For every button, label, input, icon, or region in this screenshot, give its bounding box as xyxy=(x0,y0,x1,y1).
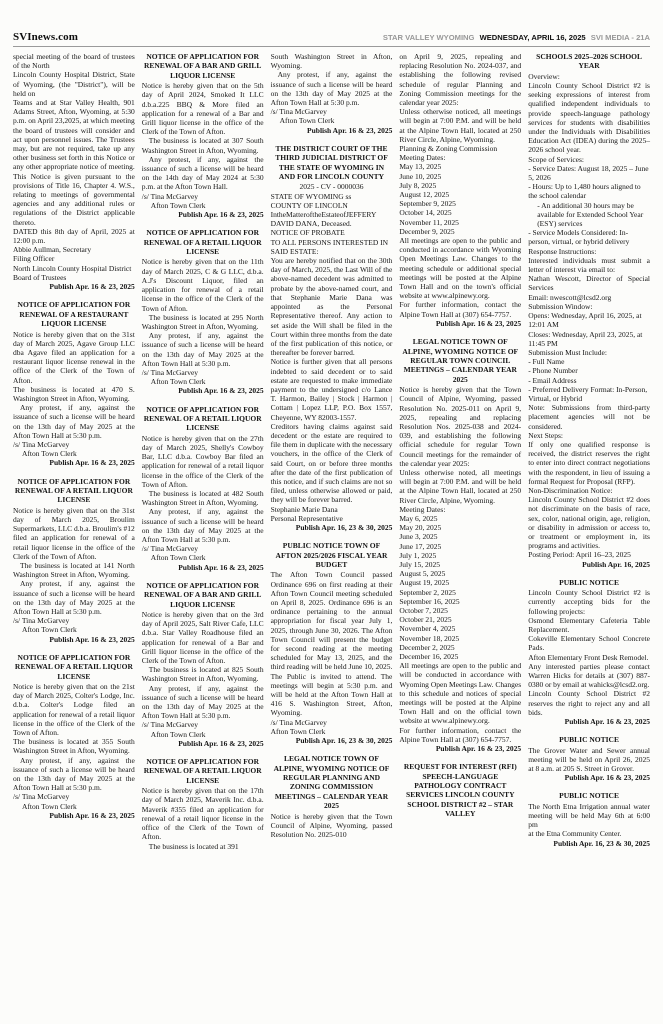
notice-line: at the Etna Community Center. xyxy=(528,829,622,839)
notice-line: TO ALL PERSONS INTERESTED IN SAID ESTATE: xyxy=(270,237,389,256)
notice-line: Planning & Zoning Commission Meeting Dates: xyxy=(399,144,498,163)
notice-line: Response Instructions: xyxy=(528,246,597,256)
notice-paragraph: Any interested parties please contact Warren Hicks for details at (307) 887-0380 or by email at wahicks@lcsd2.org. xyxy=(528,661,650,690)
publish-line: Publish Apr. 16 & 23, 2025 xyxy=(564,717,650,727)
notice-paragraph: You are hereby notified that on the 30th day of March, 2025, the Last Will of the above-named decedent was admitted to probate by the above-named court, and that Stephanie Marie Dana was appointed as the Personal Representative thereof. Any action to set aside the Will shall be filed in the Court within three months from the date of the first publication of this notice, or thereafter be forever barred. xyxy=(270,256,393,358)
publish-line: Publish Apr. 16, 23 & 30, 2025 xyxy=(295,736,393,746)
notice-line: August 5, 2025 xyxy=(399,569,446,579)
notice-heading: NOTICE OF APPLICATION FOR RENEWAL OF A RETAIL LIQUOR LICENSE xyxy=(14,476,133,505)
notice-paragraph: Notice is hereby given that on the 11th day of March 2025, C & G LLC, d.b.a. A.J's Discount Liquor, filed an application for renewal of a retail license in the office of the Clerk of the Town of Afton. xyxy=(141,257,264,313)
notice-line: NOTICE OF PROBATE xyxy=(270,228,345,238)
notice-heading: NOTICE OF APPLICATION FOR RENEWAL OF A RESTAURANT LIQUOR LICENSE xyxy=(17,300,131,329)
notice-line: August 19, 2025 xyxy=(399,578,450,588)
notice-line-indented: Afton Town Clerk xyxy=(150,200,206,210)
notice-line: August 12, 2025 xyxy=(399,190,450,200)
publish-line: Publish Apr. 16 & 23, 2025 xyxy=(178,562,264,572)
masthead-date: WEDNESDAY, APRIL 16, 2025 xyxy=(479,33,586,42)
notice-line: - Email Address xyxy=(528,375,577,385)
publish-line: Publish Apr. 16 & 23, 2025 xyxy=(178,738,264,748)
notice-line: October 14, 2025 xyxy=(399,208,452,218)
notice-line: July 1, 2025 xyxy=(399,550,437,560)
notice-paragraph: Notice is hereby given that on the 31st day of March 2025, Agave Group LLC dba Agave filed an application for a restaurant liquor license renewal in the office of the Clerk of the Town of Afton. xyxy=(13,329,135,385)
notice-line: COUNTY OF LINCOLN xyxy=(270,200,348,210)
notice-line: Submission Window: xyxy=(528,301,593,311)
notice-heading: NOTICE OF APPLICATION FOR RENEWAL OF A BAR AND GRILL LIQUOR LICENSE xyxy=(143,52,262,80)
notice-paragraph: DATED this 8th day of April, 2025 at 12:00 p.m. xyxy=(13,226,135,246)
notice-line: May 13, 2025 xyxy=(399,162,442,172)
notice-heading: PUBLIC NOTICE xyxy=(559,791,619,801)
notice-paragraph: on April 9, 2025, repealing and replacing Resolution No. 2024-037, and establishing the following revised schedule of regular Planning and Zoning Commission meetings for the calendar year 2025: xyxy=(399,52,522,108)
notice-paragraph: Notice is hereby given that on the 31st day of March 2025, Broulim Supermarkets, LLC d.b.a. Broulim's #12 filed an application for renewal of a retail liquor license in the office of the Clerk of the Town of Afton. xyxy=(13,505,135,561)
publish-line: Publish Apr. 16 & 23, 2025 xyxy=(307,125,393,135)
notice-line: Scope of Services: xyxy=(528,154,585,164)
notice-paragraph: The business is located at 470 S. Washington Street in Afton, Wyoming. xyxy=(13,384,135,403)
notice-paragraph: Notice is hereby given that on the 3rd day of April 2025, Salt River Cafe, LLC d.b.a. Star Valley Roadhouse filed an application for renewal of a Bar and Grill liquor license in the office of the Clerk of the Town of Afton. xyxy=(141,610,264,666)
notice-line: Next Steps: xyxy=(528,430,563,440)
notice-heading: NOTICE OF APPLICATION FOR RENEWAL OF A RETAIL LIQUOR LICENSE xyxy=(143,228,262,257)
notice-line: December 16, 2025 xyxy=(399,652,459,662)
notice-paragraph: All meetings are open to the public and will be conducted in accordance with Wyoming Open Meetings Law. Changes to this schedule and notices of special meetings will be posted at the Alpine Town Hall and on the official town website at www.alpinewy.org. xyxy=(399,661,522,726)
notice-line: - Preferred Delivery Format: In-Person, Virtual, or Hybrid xyxy=(528,384,648,403)
notice-line-indented: Afton Town Clerk xyxy=(150,553,206,563)
notice-line: Personal Representative xyxy=(270,513,343,523)
notice-heading: NOTICE OF APPLICATION FOR RENEWAL OF A RETAIL LIQUOR LICENSE xyxy=(143,757,262,785)
notice-heading: THE DISTRICT COURT OF THE THIRD JUDICIAL DISTRICT OF THE STATE OF WYOMING IN AND FOR LINCOLN COUNTY xyxy=(275,143,388,182)
publish-line: Publish Apr. 16 & 23, 2025 xyxy=(49,458,135,468)
notice-line: Meeting Dates: xyxy=(399,504,446,514)
notice-columns xyxy=(13,52,650,851)
notice-line: IntheMatteroftheEstateofJEFFERY DAVID DANA, Deceased. xyxy=(270,210,377,229)
notice-line: - Phone Number xyxy=(528,366,578,376)
notice-paragraph: Cokeville Elementary School Concrete Pads. xyxy=(528,634,650,653)
notice-paragraph: Osmond Elementary Cafeteria Table Replacement. xyxy=(528,615,650,634)
publish-line: Publish Apr. 16 & 23, 2025 xyxy=(178,386,264,396)
notice-paragraph: Notice is hereby given that on the 21st day of March 2025, Colter's Lodge, Inc. d.b.a. Colter's Lodge filed an application for renewal of a retail liquor license in the office of the Clerk of the Town of Afton. xyxy=(13,682,135,738)
notice-line: STATE OF WYOMING ss xyxy=(270,191,352,201)
notice-paragraph: Lincoln County School District #2 reserves the right to reject any and all bids. xyxy=(528,689,650,717)
notice-line: /s/ Tina McGarvey xyxy=(13,792,70,802)
publish-line: Publish Apr. 16 & 23, 2025 xyxy=(435,744,522,754)
publish-line: Publish Apr. 16, 2025 xyxy=(582,559,650,569)
notice-line: Non-Discrimination Notice: xyxy=(528,485,613,495)
notice-line: Closes: Wednesday, April 23, 2025, at 11:45 PM xyxy=(528,329,643,348)
notice-paragraph: The business is located at 307 South Washington Street in Afton, Wyoming. xyxy=(141,136,264,155)
notice-line: June 10, 2025 xyxy=(399,171,442,181)
notice-line: Stephanie Marie Dana xyxy=(270,504,338,514)
notice-paragraph: Lincoln County Hospital District, State of Wyoming, (the "District"), will be held on xyxy=(13,70,135,98)
notice-paragraph: Lincoln County School District #2 is currently accepting bids for the following projects: xyxy=(528,588,650,616)
publish-line: Publish Apr. 16 & 23, 2025 xyxy=(178,210,264,220)
notice-line-indented: Afton Town Clerk xyxy=(22,625,77,635)
notice-paragraph: The North Etna Irrigation annual water meeting will be held May 6th at 6:00 pm xyxy=(528,801,650,830)
notice-line: /s/ Tina McGarvey xyxy=(141,367,199,377)
notice-line: November 11, 2025 xyxy=(399,217,459,227)
column-2 xyxy=(142,52,264,851)
publish-line: Publish Apr. 16, 23 & 30, 2025 xyxy=(295,522,393,532)
notice-line: Posting Period: April 16–23, 2025 xyxy=(528,550,631,560)
notice-line: September 2, 2025 xyxy=(399,587,456,597)
notice-paragraph: The business is located at 825 South Washington Street in Afton, Wyoming. xyxy=(141,665,264,684)
notice-line: North Lincoln County Hospital District xyxy=(13,263,132,273)
notice-line: October 7, 2025 xyxy=(399,606,448,615)
notice-paragraph: The business is located at 141 North Washington Street in Afton, Wyoming. xyxy=(13,560,135,580)
notice-paragraph: Notice is hereby given that on the 27th day of March 2025, Shelly's Cowboy Bar, LLC d.b.a. Cowboy Bar filed an application for renewal of a retail liquor license in the office of the Clerk of the Town of Afton. xyxy=(141,433,264,489)
notice-line: /s/ Tina McGarvey xyxy=(270,107,327,117)
notice-line: Opens: Wednesday, April 16, 2025, at 12:01 AM xyxy=(528,311,642,330)
notice-heading: LEGAL NOTICE TOWN OF ALPINE, WYOMING NOTICE OF REGULAR PLANNING AND ZONING COMMISSION MEETINGS – CALENDAR YEAR 2025 xyxy=(273,754,390,811)
notice-paragraph: For further information, contact the Alpine Town Hall at (307) 654-7757. xyxy=(399,725,522,744)
notice-heading: LEGAL NOTICE TOWN OF ALPINE, WYOMING NOTICE OF REGULAR TOWN COUNCIL MEETINGS – CALENDAR YEAR 2025 xyxy=(402,337,519,384)
notice-heading: PUBLIC NOTICE TOWN OF AFTON 2025/2026 FISCAL YEAR BUDGET xyxy=(275,541,388,569)
notice-line: September 9, 2025 xyxy=(399,199,456,209)
notice-paragraph: Unless otherwise noticed, all meetings will begin at 7:00 P.M. and will be held at the Alpine Town Hall, located at 250 River Circle, Alpine, Wyoming. xyxy=(399,107,522,144)
notice-heading: NOTICE OF APPLICATION FOR RENEWAL OF A RETAIL LIQUOR LICENSE xyxy=(143,404,262,433)
notice-line: September 16, 2025 xyxy=(399,596,460,606)
column-4 xyxy=(399,52,521,820)
notice-line-indented: Afton Town Clerk xyxy=(279,116,335,126)
notice-line: Overview: xyxy=(528,71,560,81)
notice-paragraph: Nathan Wescott, Director of Special Services xyxy=(528,274,650,293)
notice-line: May 6, 2025 xyxy=(399,513,438,523)
notice-line: October 21, 2025 xyxy=(399,615,452,625)
notice-paragraph: Lincoln County School District #2 is seeking expressions of interest from qualified independent individuals to provide speech-language pathology services for students with disabilities under the Individuals with Disabilities Education Act (IDEA) during the 2025–2026 school year. xyxy=(528,81,650,155)
notice-line: December 9, 2025 xyxy=(399,226,455,236)
notice-paragraph: Teams and at Star Valley Health, 901 Adams Street, Afton, Wyoming, at 5:30 p.m. on April 23,2025, at which meeting the board of trustees will consider and act upon personnel issues. The Trustees may, but are not required, take up any other business set forth in this Notice or any other appropriate notice of meeting. This Notice is given pursuant to the provisions of Title 16, Chapter 4. W.S., relating to meetings of governmental agencies and any additional rules or regulations of the District applicable thereto. xyxy=(13,98,135,227)
notice-heading: PUBLIC NOTICE xyxy=(559,577,619,587)
notice-paragraph: Creditors having claims against said decedent or the estate are required to file them in duplicate with the necessary vouchers, in the office of the Clerk of said Court, on or before three months after the date of the first publication of this notice, and if such claims are not so filed, unless otherwise allowed or paid, they will be forever barred. xyxy=(270,421,393,505)
notice-heading: SCHOOLS 2025–2026 SCHOOL YEAR xyxy=(536,52,643,71)
notice-heading: NOTICE OF APPLICATION FOR RENEWAL OF A RETAIL LIQUOR LICENSE xyxy=(14,652,133,681)
masthead-right xyxy=(380,33,650,42)
publish-line: Publish Apr. 16 & 23, 2025 xyxy=(49,282,135,292)
notice-paragraph: The Grover Water and Sewer annual meeting will be held on April 26, 2025 at 8 a.m. at 205 S. Street in Grover. xyxy=(528,745,650,774)
notice-paragraph: Unless otherwise noted, all meetings will begin at 7:00 P.M. and will be held at the Alpine Town Hall, located at 250 River Circle, Alpine, Wyoming. xyxy=(399,467,522,505)
notice-paragraph: Any protest, if any, against the issuance of such a license will be heard on the 14th day of May 2024 at 5:30 p.m. at the Afton Town Hall. xyxy=(141,154,264,192)
notice-line: /s/ Tina McGarvey xyxy=(13,439,70,449)
notice-heading: PUBLIC NOTICE xyxy=(559,735,619,745)
notice-line: Submission Must Include: xyxy=(528,347,607,357)
notice-heading: REQUEST FOR INTEREST (RFI) SPEECH-LANGUAGE PATHOLOGY CONTRACT SERVICES LINCOLN COUNTY SCHOOL DISTRICT #2 – STAR VALLEY xyxy=(403,762,517,819)
notice-paragraph: Any protest, if any, against the issuance of such a license will be heard on the 13th day of May 2025 at the Afton Town Hall at 5:30 p.m. xyxy=(141,331,264,368)
notice-paragraph: Notice is hereby given that on the 5th day of April 2024, Smoked It LLC d.b.a.225 BBQ & More filed an application for a renewal of a Bar and Grill liquor license in the office of the Clerk of the Town of Afton. xyxy=(141,81,264,137)
notice-paragraph: The Afton Town Council passed Ordinance 696 on first reading at their Afton Town Council meeting scheduled on April 8, 2025. Ordinance 696 is an ordinance pertaining to the annual appropriation for fiscal year July 1, 2025, through June 30, 2026. The Afton Town Council will present the budget for second reading at the meeting scheduled for May 13, 2025, and the third reading will be held June 10, 2025. The Public is invited to attend. The meetings will begin at 5:30 p.m. and will be held at the Afton Town Hall at 416 S. Washington Street, Afton, Wyoming. xyxy=(270,570,393,718)
publish-line: Publish Apr. 16, 23 & 30, 2025 xyxy=(553,838,650,848)
notice-line-indented: - An additional 30 hours may be available for Extended School Year (ESY) services xyxy=(537,200,644,229)
notice-line: /s/ Tina McGarvey xyxy=(270,717,327,727)
masthead xyxy=(13,0,650,47)
notice-line-indented: Afton Town Clerk xyxy=(22,801,77,811)
notice-paragraph: Notice is hereby given that the Town Council of Alpine, Wyoming, passed Resolution No. 2025-010 xyxy=(270,811,393,840)
notice-case-number: 2025 - CV - 0000036 xyxy=(299,182,364,192)
notice-paragraph: Any protest, if any, against the issuance of such a license will be heard on the 13th day of May 2025 at the Afton Town Hall at 5:30 p.m. xyxy=(13,579,135,616)
publish-line: Publish Apr. 16 & 23, 2025 xyxy=(49,634,135,644)
notice-paragraph: Any protest, if any, against the issuance of such a license will be heard on the 13th day of May 2025 at the Afton Town Hall at 5:30 p.m. xyxy=(13,755,135,793)
notice-paragraph: All meetings are open to the public and conducted in accordance with Wyoming Open Meetings Law. Changes to the meeting schedule or additional special meetings will be posted at the Alpine Town Hall and on the town's official website at www.alpinewy.org. xyxy=(399,236,522,301)
notice-paragraph: Lincoln County School District #2 does not discriminate on the basis of race, sex, color, national origin, age, religion, or disability in admission or access to, or treatment or employment in, its programs and activities. xyxy=(528,495,650,551)
notice-line-indented: Afton Town Clerk xyxy=(150,729,206,739)
notice-line: - Hours: Up to 1,480 hours aligned to the school calendar xyxy=(528,182,641,201)
site-name: SVInews.com xyxy=(13,31,78,43)
notice-line: /s/ Tina McGarvey xyxy=(141,544,199,554)
notice-line: - Service Models Considered: In-person, virtual, or hybrid delivery xyxy=(528,228,630,247)
notice-line: July 15, 2025 xyxy=(399,559,441,569)
notice-line: November 18, 2025 xyxy=(399,633,460,643)
notice-line: June 17, 2025 xyxy=(399,541,442,551)
notice-paragraph: Any protest, if any, against the issuance of such a license will be heard on the 13th day of May 2025 at the Afton Town Hall at 5:30 p.m. xyxy=(270,70,393,108)
notice-paragraph: South Washington Street in Afton, Wyoming. xyxy=(270,52,393,71)
publish-line: Publish Apr. 16 & 23, 2025 xyxy=(564,773,650,783)
notice-line-indented: Afton Town Clerk xyxy=(22,449,77,459)
notice-line: Abbie Aullman, Secretary xyxy=(13,245,92,255)
notice-paragraph: Any protest, if any, against the issuance of such a license will be heard on the 13th day of May 2025 at the Afton Town Hall at 5:30 p.m. xyxy=(13,403,135,440)
notice-paragraph: The business is located at 295 North Washington Street in Afton, Wyoming. xyxy=(141,312,264,331)
notice-line: /s/ Tina McGarvey xyxy=(13,616,70,626)
publish-line: Publish Apr. 16 & 23, 2025 xyxy=(435,318,522,328)
notice-paragraph: Afton Elementary Front Desk Remodel. xyxy=(528,652,649,662)
notice-line: - Full Name xyxy=(528,357,565,367)
notice-line: /s/ Tina McGarvey xyxy=(141,191,199,201)
notice-paragraph: Notice is further given that all persons indebted to said decedent or to said estate are requested to make immediate payment to the undersigned c/o Lance T. Harmon, Bailey | Stock | Harmon | Cottam | Lopez LLP, P.O. Box 1557, Cheyenne, WY 82003-1557. xyxy=(270,357,393,422)
notice-line: Afton Town Clerk xyxy=(270,726,326,736)
notice-paragraph: The business is located at 482 South Washington Street in Afton, Wyoming. xyxy=(141,488,264,508)
notice-line: - Service Dates: August 18, 2025 – June 5, 2026 xyxy=(528,163,649,183)
notice-line: Filing Officer xyxy=(13,254,55,264)
notice-line: July 8, 2025 xyxy=(399,180,437,190)
notice-paragraph: Any protest, if any, against the issuance of such a license will be heard on the 13th day of May 2025 at the Afton Town Hall at 5:30 p.m. xyxy=(141,683,264,721)
publish-line: Publish Apr. 16 & 23, 2025 xyxy=(49,810,135,820)
notice-paragraph: The business is located at 391 xyxy=(148,841,239,851)
notice-paragraph: Note: Submissions from third-party placement agencies will not be considered. xyxy=(528,403,650,431)
notice-paragraph: The business is located at 355 South Washington Street in Afton, Wyoming. xyxy=(13,737,135,756)
notice-line: /s/ Tina McGarvey xyxy=(141,720,199,730)
notice-paragraph: For further information, contact the Alpine Town Hall at (307) 654-7757. xyxy=(399,300,522,319)
notice-line: May 20, 2025 xyxy=(399,523,442,533)
masthead-location: STAR VALLEY WYOMING xyxy=(382,33,475,42)
notice-line: December 2, 2025 xyxy=(399,642,455,652)
notice-paragraph: Notice is hereby given that on the 17th day of March 2025, Maverik Inc. d.b.a. Maverik #355 filed an application for renewal of a retail liquor license in the office of the Clerk of the Town of Afton. xyxy=(141,786,264,842)
notice-heading: NOTICE OF APPLICATION FOR RENEWAL OF A BAR AND GRILL LIQUOR LICENSE xyxy=(143,580,262,609)
notice-line: June 3, 2025 xyxy=(399,532,438,542)
notice-line: Board of Trustees xyxy=(13,272,67,282)
column-5 xyxy=(528,52,650,849)
notice-paragraph: special meeting of the board of trustees of the North xyxy=(13,52,135,71)
notice-paragraph: If only one qualified response is received, the district reserves the right to enter into direct contract negotiations with the respondent, in lieu of issuing a formal Request for Proposal (RFP). xyxy=(528,439,650,486)
notice-paragraph: Notice is hereby given that the Town Council of Alpine, Wyoming, passed Resolution No. 2025-011 on April 9, 2025, repealing and replacing Resolution Nos. 2025-038 and 2024-039, and establishing the following official schedule for regular Town Council meetings for the remainder of the calendar year 2025: xyxy=(399,385,522,468)
column-1 xyxy=(13,52,135,821)
column-3 xyxy=(271,52,393,839)
notice-line: Email: nwescott@lcsd2.org xyxy=(528,292,612,302)
notice-line-indented: Afton Town Clerk xyxy=(150,377,206,387)
notice-paragraph: Interested individuals must submit a letter of interest via email to: xyxy=(528,255,650,275)
notice-line: November 4, 2025 xyxy=(399,624,456,634)
notice-paragraph: Any protest, if any, against the issuance of such a license will be heard on the 13th day of May 2025 at the Afton Town Hall at 5:30 p.m. xyxy=(141,507,264,544)
masthead-edition: SVI MEDIA - 21A xyxy=(590,33,650,42)
